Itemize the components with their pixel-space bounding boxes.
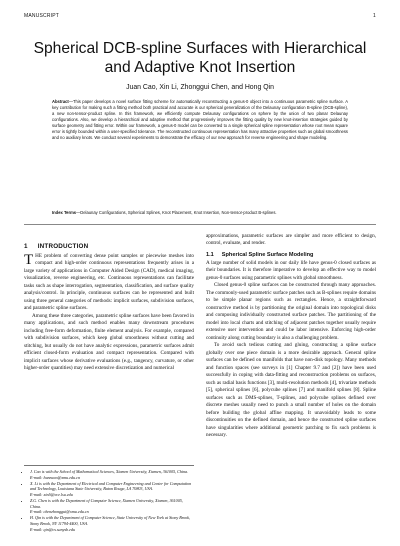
intro-paragraph-1-text: HE problem of converting dense point samples or piecewise meshes into compact and high-order continuous representations frequently arises in a large variety of applications in Computer Aided Design (CAD), medical imaging, visualization, reverse engineering, etc. Continuous representations can facilitate tasks such as shape interrogation, segmentation, classification, and surface quality analysis/control. In principle, continuous surfaces can be represented and built using three general categories of methods: implicit surfaces, subdivision surfaces, and parametric spline surfaces. bbox=[24, 253, 194, 312]
index-terms-text: —Delaunay Configurations, Spherical Splines, Knot Placement, Knot Insertion, Non-tensor-product B-splines. bbox=[76, 210, 277, 215]
drop-cap: T bbox=[24, 252, 34, 268]
index-terms-label: Index Terms bbox=[52, 210, 77, 215]
subsection-heading bbox=[206, 251, 376, 259]
running-head bbox=[24, 13, 376, 21]
index-terms bbox=[52, 210, 348, 216]
abstract-label: Abstract bbox=[52, 99, 69, 104]
author-list: Juan Cao, Xin Li, Zhonggui Chen, and Hong Qin bbox=[126, 84, 274, 91]
intro-paragraph-2: Among these three categories, parametric spline surfaces have been favored in many applications, and such method enables many downstream procedures including free-form deformation, finite element analysis. For example, compared with subdivision surfaces, which keep global smoothness without cutting and stitching, but usually do not have analytic expressions, parametric surfaces admit efficient closed-form evaluation and compact representation. Compared with implicit surfaces whose derivative evaluations (e.g., tangency, curvature, or other higher-order quantities) may need extensive discretization and numerical bbox=[24, 312, 194, 372]
section-title: INTRODUCTION bbox=[37, 243, 89, 250]
affiliation-note: • Z.G. Chen is with the Department of Computer Science, Xiamen University, Xiamen, 361005, China. bbox=[30, 498, 194, 510]
affiliation-email: E-mail: qin@cs.sunysb.edu bbox=[30, 526, 76, 532]
affiliation-email: E-mail: chenzhonggui@xmu.edu.cn bbox=[30, 509, 89, 515]
subsection-number: 1.1 bbox=[206, 251, 214, 258]
affiliation-email: E-mail: hunncao@xmu.edu.cn bbox=[30, 474, 81, 480]
paper-title: Spherical DCB-spline Surfaces with Hierarchical and Adaptive Knot Insertion bbox=[33, 40, 367, 76]
subsection-paragraph-2: Closed genus-0 spline surfaces can be constructed through many approaches. The commonly-used parametric surface patches such as B-splines require domains to be simple planar regions such as rectangles. Hence, a straightforward constructive method is by partitioning the original domain into topological disks and composing individually constructed surface patches. The partitioning of the model into local charts and stitching of adjacent patches together usually require extensive user intervention and could be labor intensive. Enforcing high-order continuity along cutting boundary is also a challenging problem. bbox=[206, 282, 377, 341]
running-head-label: MANUSCRIPT bbox=[24, 13, 60, 19]
intro-paragraph-3: approximations, parametric surfaces are simpler and more efficient to design, control, evaluate, and render. bbox=[206, 233, 376, 247]
abstract-text: —This paper develops a novel surface fitting scheme for automatically reconstructing a genus-0 object into a continuous parametric spline surface. A key contribution for making such a fitting method both practical and accurate is our spherical generalization of the Delaunay configuration B-spline (DCB-spline), a new non-tensor-product spline. In this framework, we efficiently compute Delaunay configurations on sphere by the union of two planar Delaunay configurations. Also, we develop a hierarchical and adaptive method that progressively improves the fitting quality by new knot-insertion strategies guided by surface geometry and fitting error. Within our framework, a genus-0 model can be converted to a single spherical spline representation whose root mean square error is tightly bounded within a user-specified tolerance. The reconstructed continuous representation has many attractive properties such as global smoothness and no auxiliary knots. We conduct several experiments to demonstrate the efficacy of our new approach for reverse engineering and shape modeling. bbox=[52, 99, 348, 141]
section-number: 1 bbox=[24, 243, 28, 250]
subsection-title: Spherical Spline Surface Modeling bbox=[221, 251, 314, 258]
header-divider bbox=[24, 224, 376, 225]
page-number: 1 bbox=[373, 13, 376, 19]
affiliation-note: • X. Li is with the Department of Electrical and Computer Engineering and Center for Computation and Technology, Louisiana State University, Baton Rouge, LA 70803, USA. bbox=[30, 481, 194, 493]
affiliation-note: • H. Qin is with the Department of Computer Science, State University of New York at Stony Brook, Stony Brook, NY 11794-4400, USA. bbox=[30, 515, 194, 527]
left-column bbox=[24, 242, 194, 373]
right-column bbox=[206, 233, 376, 440]
abstract bbox=[52, 99, 348, 141]
affiliation-note: • J. Cao is with the School of Mathematical Sciences, Xiamen University, Xiamen, 361005, China. bbox=[30, 469, 194, 475]
subsection-paragraph-1: A large number of solid models in our daily life have genus-0 closed surfaces as their boundaries. It is therefore imperative to develop an effective way to model genus-0 surfaces using parametric splines with global smoothness. bbox=[206, 259, 376, 281]
section-heading bbox=[24, 242, 194, 251]
intro-paragraph-1 bbox=[24, 253, 194, 313]
affiliation-footnotes bbox=[24, 465, 194, 532]
affiliation-email: E-mail: xinli@ece.lsu.edu bbox=[30, 492, 73, 497]
subsection-paragraph-3: To avoid such tedious cutting and gluing, constructing a spline surface globally over one piece domain is a more desirable approach. General spline surfaces can be defined on manifolds that have non-disk topology. Many methods and function spaces (see surveys in [1] Chapter 9.7 and [2]) have been used successfully in coping with data-fitting and reconstruction problems on surfaces, such as radial basis functions [3], multi-resolution methods [4], trivariate methods [5], spherical splines [6], polycube splines [7] and manifold splines [8]. Spline surfaces such as DMS-splines, T-splines, and polycube splines defined over discrete meshes usually need to punch a small number of holes on the domain before building the global affine mapping. It unavoidably leads to some discontinuities on the defined domain, and hence the constructed spline surfaces have singularities where additional geometric patching to fix such problems is necessary. bbox=[206, 342, 376, 439]
